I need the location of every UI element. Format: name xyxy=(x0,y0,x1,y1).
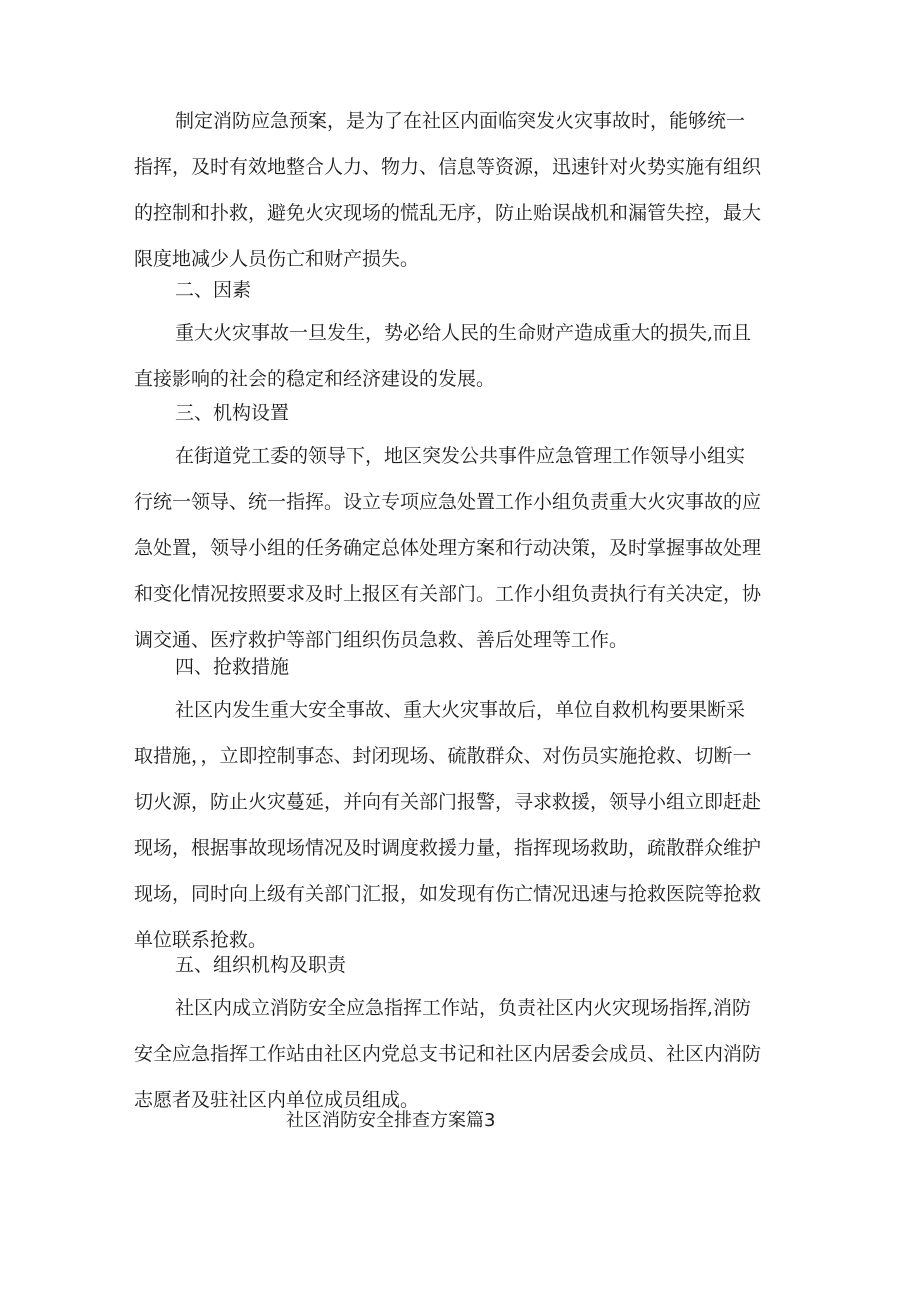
text-line: 限度地减少人员伤亡和财产损失。 xyxy=(134,248,420,270)
text-line: 安全应急指挥工作站由社区内党总支书记和社区内居委会成员、社区内消防 xyxy=(134,1043,762,1065)
text-line: 行统一领导、统一指挥。设立专项应急处置工作小组负责重大火灾事故的应 xyxy=(134,491,762,513)
paragraph-purpose xyxy=(134,98,794,282)
paragraph-rescue xyxy=(134,687,794,963)
text-line: 重大火灾事故一旦发生，势必给人民的生命财产造成重大的损失,而且 xyxy=(175,322,752,344)
document-section-title: 社区消防安全排查方案篇3 xyxy=(286,1110,496,1131)
text-line: 现场，同时向上级有关部门汇报，如发现有伤亡情况迅速与抢救医院等抢救 xyxy=(134,883,762,905)
section-heading-factors: 二、因素 xyxy=(175,279,252,301)
section-heading-rescue: 四、抢救措施 xyxy=(175,656,290,678)
paragraph-factors xyxy=(134,310,794,402)
text-line: 在街道党工委的领导下，地区突发公共事件应急管理工作领导小组实 xyxy=(175,445,746,467)
text-line: 单位联系抢救。 xyxy=(134,929,268,951)
text-line: 调交通、医疗救护等部门组织伤员急救、善后处理等工作。 xyxy=(134,629,629,651)
section-heading-organization: 三、机构设置 xyxy=(175,402,290,424)
text-line: 取措施，，立即控制事态、封闭现场、硫散群众、对伤员实施抢救、切断一 xyxy=(134,745,752,767)
text-line: 指挥，及时有效地整合人力、物力、信息等资源，迅速针对火势实施有组织 xyxy=(134,156,762,178)
paragraph-organization xyxy=(134,433,794,663)
text-line: 志愿者及驻社区内单位成员组成。 xyxy=(134,1089,420,1111)
text-line: 社区内发生重大安全事故、重大火灾事故后，单位自救机构要果断采 xyxy=(175,699,746,721)
text-line: 制定消防应急预案，是为了在社区内面临突发火灾事故时，能够统一 xyxy=(175,110,746,132)
section-heading-responsibilities: 五、组织机构及职责 xyxy=(175,954,347,976)
text-line: 的控制和扑救，避免火灾现场的慌乱无序，防止贻误战机和漏管失控，最大 xyxy=(134,202,762,224)
text-line: 现场，根据事故现场情况及时调度救援力量，指挥现场救助，疏散群众维护 xyxy=(134,837,762,859)
paragraph-responsibilities xyxy=(134,985,794,1123)
text-line: 急处置，领导小组的任务确定总体处理方案和行动决策，及时掌握事故处理 xyxy=(134,537,762,559)
text-line: 直接影响的社会的稳定和经济建设的发展。 xyxy=(134,368,496,390)
text-line: 社区内成立消防安全应急指挥工作站，负责社区内火灾现场指挥,消防 xyxy=(175,997,752,1019)
text-line: 和变化情况按照要求及时上报区有关部门。工作小组负责执行有关决定，协 xyxy=(134,583,762,605)
text-line: 切火源，防止火灾蔓延，并向有关部门报警，寻求救援，领导小组立即赶赴 xyxy=(134,791,762,813)
